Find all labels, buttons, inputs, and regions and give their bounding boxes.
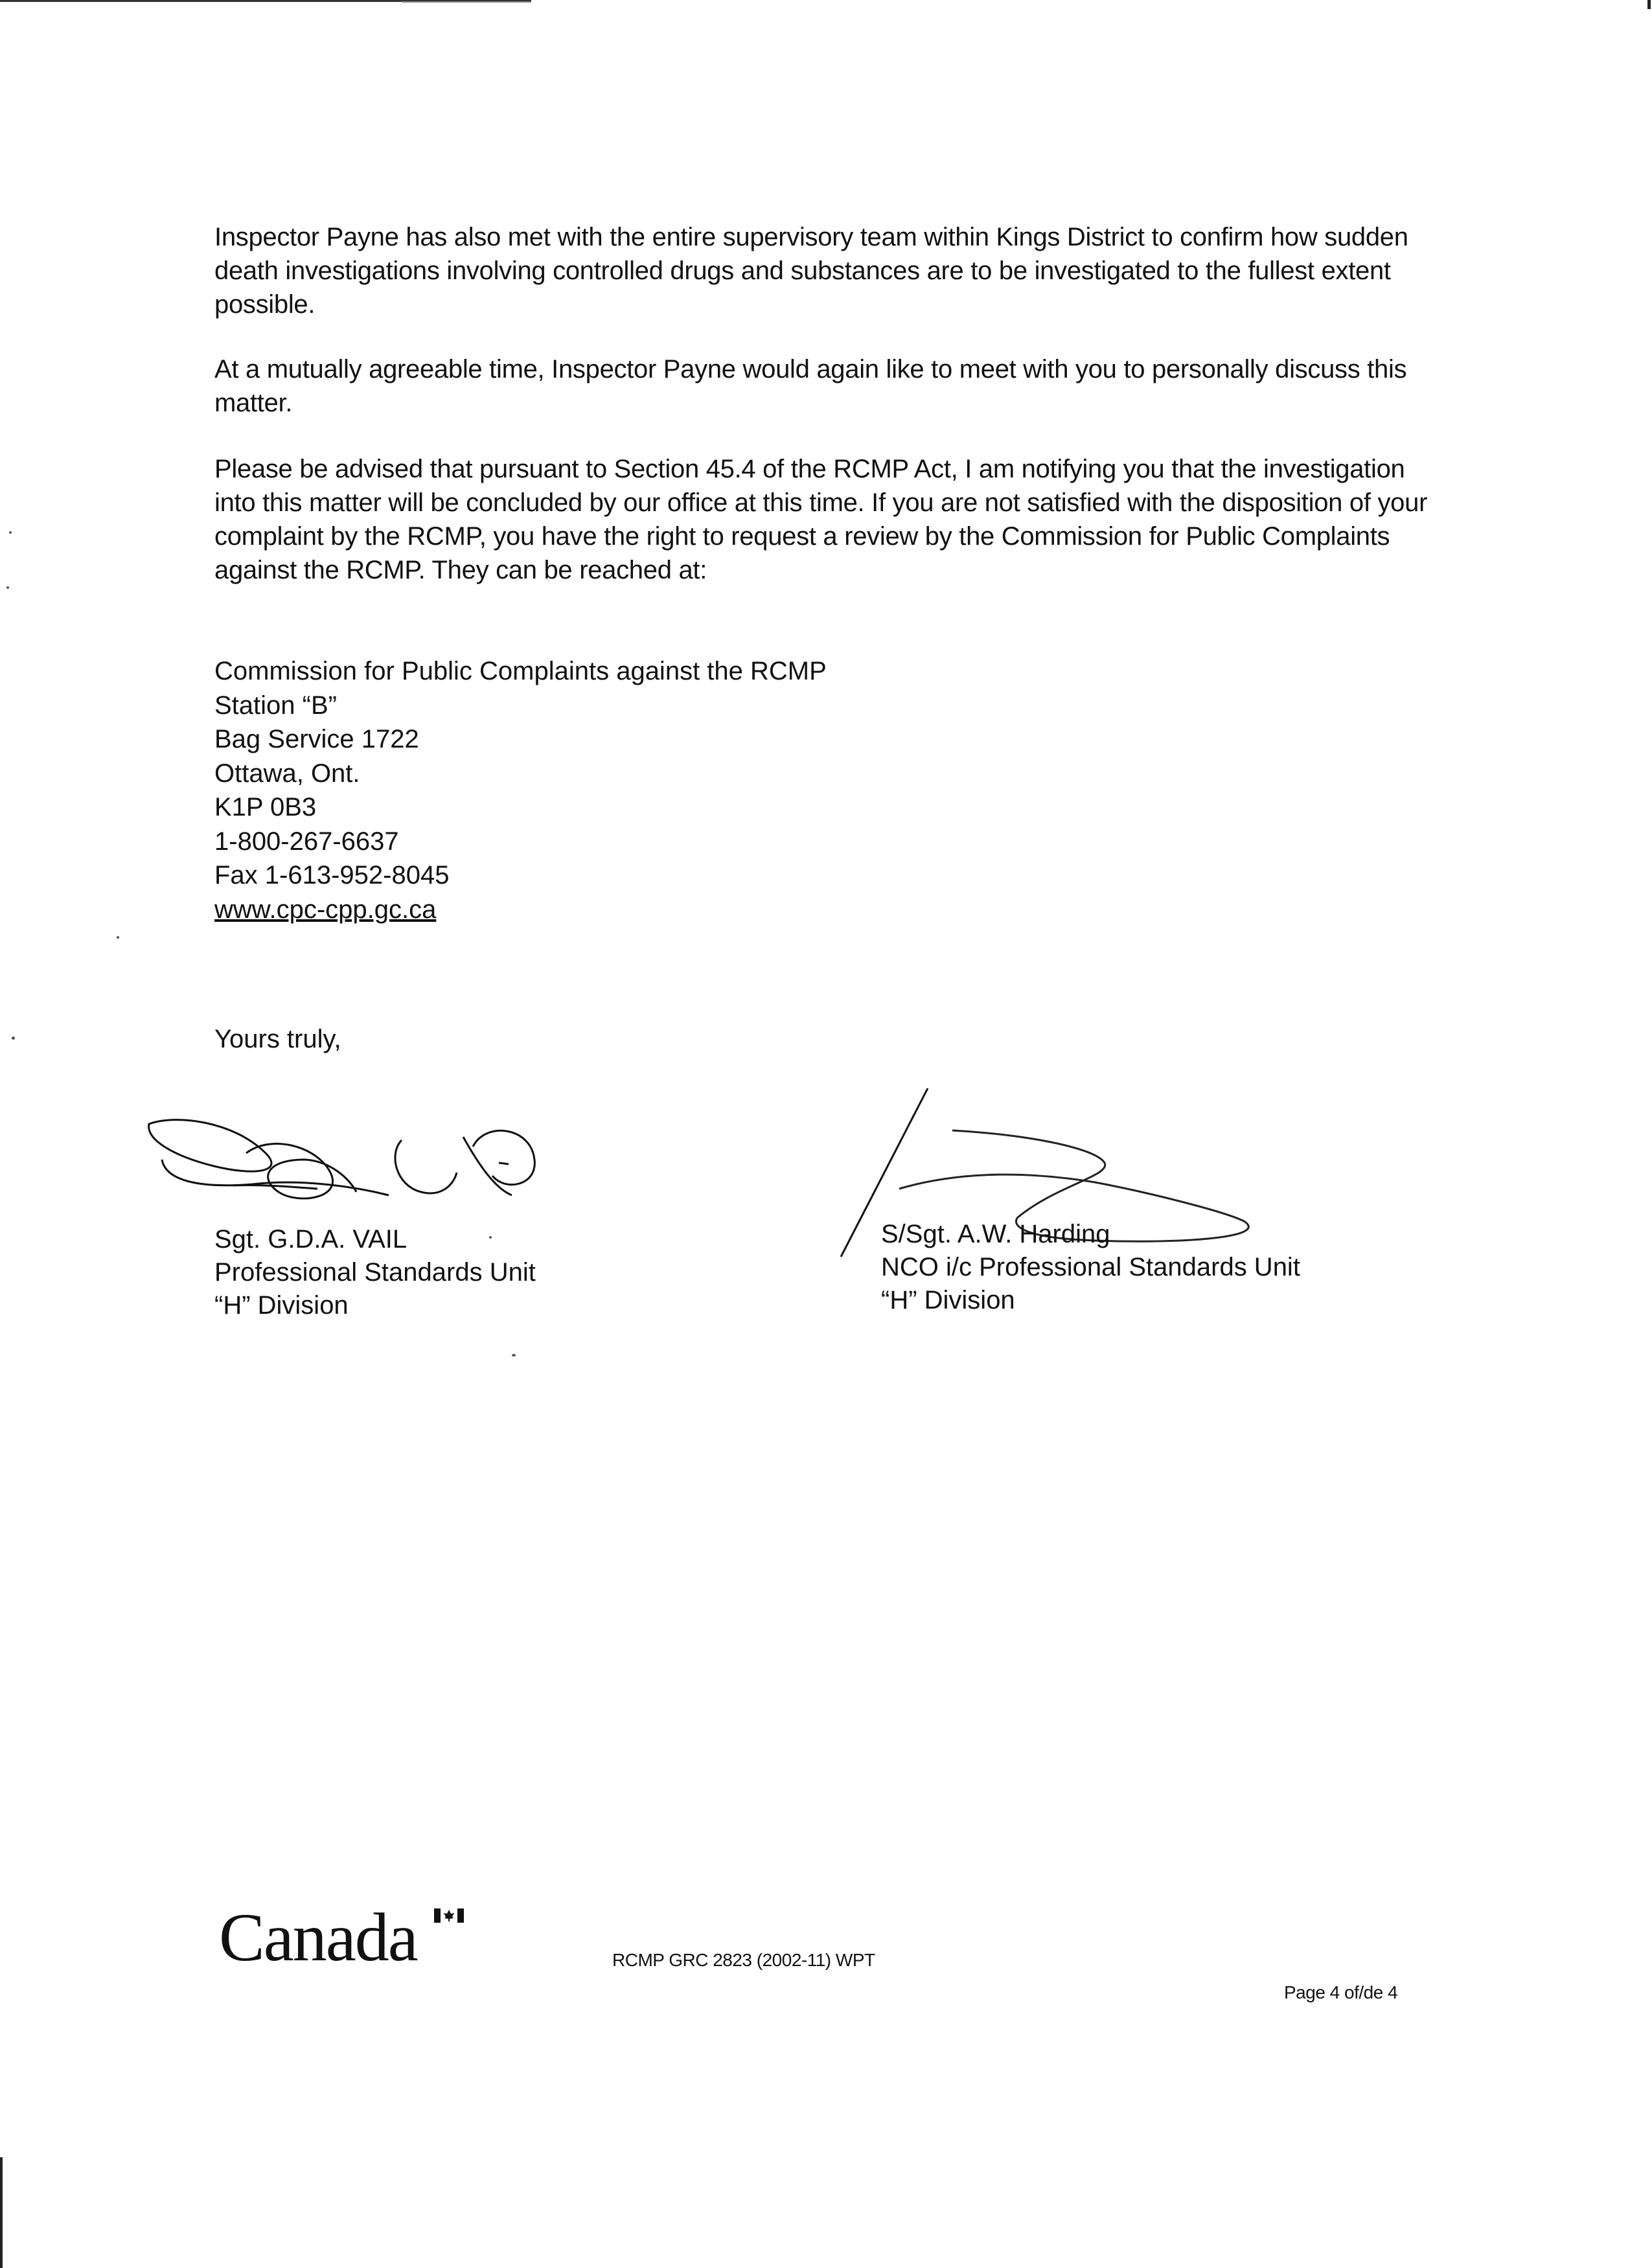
fax-number: Fax 1-613-952-8045 bbox=[214, 861, 450, 889]
address-line: Bag Service 1722 bbox=[214, 725, 419, 753]
paragraph-meeting-request: At a mutually agreeable time, Inspector Payne would again like to meet with you to personally discuss this matter. bbox=[214, 355, 1407, 417]
signatory-harding bbox=[881, 1218, 1300, 1317]
scan-edge-mark bbox=[0, 2157, 3, 2268]
signatory-name: S/Sgt. A.W. Harding bbox=[881, 1220, 1110, 1248]
scan-speck bbox=[9, 531, 12, 534]
scan-speck bbox=[489, 1236, 492, 1239]
postal-code: K1P 0B3 bbox=[214, 793, 317, 821]
signatory-title: NCO i/c Professional Standards Unit bbox=[881, 1253, 1300, 1281]
commission-address bbox=[214, 654, 827, 926]
scan-edge-line bbox=[402, 1, 531, 3]
scan-speck bbox=[12, 1037, 15, 1040]
signatory-division: “H” Division bbox=[214, 1291, 349, 1320]
website-link[interactable]: www.cpc-cpp.gc.ca bbox=[214, 895, 437, 924]
form-number: RCMP GRC 2823 (2002-11) WPT bbox=[612, 1950, 875, 1970]
signatory-title: Professional Standards Unit bbox=[214, 1258, 536, 1287]
address-line: Ottawa, Ont. bbox=[214, 759, 360, 788]
paragraph-supervisory-meeting: Inspector Payne has also met with the entire supervisory team within Kings District to confirm how sudden death investigations involving controlled drugs and substances are to be investigated to the fullest extent possible. bbox=[214, 223, 1408, 319]
closing-salutation: Yours truly, bbox=[214, 1025, 341, 1053]
signatory-division: “H” Division bbox=[881, 1286, 1015, 1314]
scan-speck bbox=[6, 586, 9, 589]
address-line: Commission for Public Complaints against the RCMP bbox=[214, 657, 827, 685]
signature-vail bbox=[136, 1114, 564, 1224]
phone-number: 1-800-267-6637 bbox=[214, 827, 399, 856]
signatory-vail bbox=[214, 1223, 536, 1322]
canada-wordmark: Canada bbox=[219, 1899, 417, 1975]
paragraph-review-rights: Please be advised that pursuant to Section 45.4 of the RCMP Act, I am notifying you that the investigation into this matter will be concluded by our office at this time. If you are not satisfied with the disposition of your complaint by the RCMP, you have the right to request a review by the Commission for Public Complaints against the RCMP. They can be reached at: bbox=[214, 455, 1428, 584]
signatory-name: Sgt. G.D.A. VAIL bbox=[214, 1225, 407, 1254]
canada-flag-icon bbox=[434, 1908, 464, 1923]
scan-speck bbox=[117, 936, 119, 939]
scan-edge-mark bbox=[1647, 0, 1651, 9]
page-indicator: Page 4 of/de 4 bbox=[1284, 1982, 1398, 2002]
scan-speck bbox=[512, 1354, 516, 1357]
address-line: Station “B” bbox=[214, 691, 337, 720]
